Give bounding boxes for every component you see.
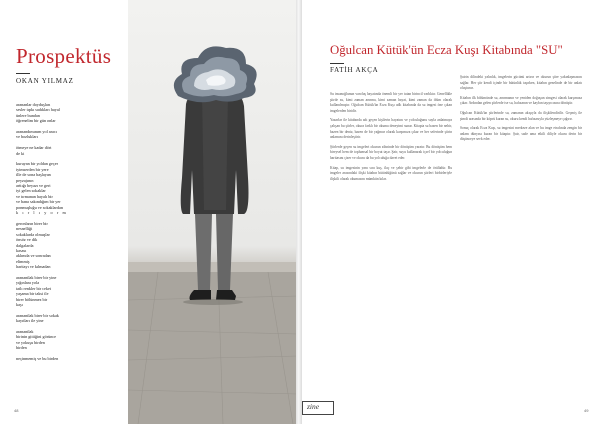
poem-line: yığınlara yola: [16, 280, 40, 286]
poem-stanza: [16, 356, 116, 361]
poem-stanza: [16, 145, 116, 156]
article-author: FATİH AKÇA: [330, 66, 379, 74]
poem-line: ötmeye ne kadar dört: [16, 145, 52, 151]
poem-line: iyimserden bir yere: [16, 166, 49, 172]
poem-stanza: [16, 275, 116, 307]
poem-line: birer bölünmez bir: [16, 296, 48, 302]
poem-line: elimmiş: [16, 258, 30, 264]
article-paragraph: Şairin dilindeki yalınlık, imgelerin gücünü artırır ve okurun şiire yakınlaşmasını sağlar. Her şiir kendi içinde bir bütünlük taşırken, kitabın genelinde de bir anlatı oluşturur.: [460, 75, 582, 91]
article-paragraph: Şiirlerde geçen su imgeleri okurun zihninde bir dönüşüm yaratır. Bu dönüşüm hem bireysel hem de toplumsal bir boyut taşır. Şair, suyu kullanarak içsel bir yolculuğun haritasını çizer ve okuru da bu yolculuğa davet eder.: [330, 144, 452, 160]
poem-line: dalgalarda: [16, 242, 34, 248]
poem-stanza: [16, 102, 116, 124]
poem-line: aklımda ve sonradan: [16, 253, 51, 259]
poem-line: ille de sona başlayan: [16, 172, 51, 178]
poem-line: öğrenelim bir gün onlar: [16, 118, 56, 124]
page-number-left: 48: [14, 408, 19, 413]
left-page: [0, 0, 298, 424]
poem-line: sesler tıpkı sadıkları hayal: [16, 107, 60, 113]
poem-line: ve yokuşu birden: [16, 339, 45, 345]
poem-line: de ki: [16, 150, 25, 156]
poem-line: önsöz ve dik: [16, 237, 38, 243]
article-paragraph: Oğulcan Kütük'ün şiirlerinde su, zamanın akışıyla da ilişkilendirilir. Geçmiş ile şimdi arasında bir köprü kuran su, okuru kendi hafızasıyla yüzleşmeye çağırır.: [460, 110, 582, 121]
poem-line: birden: [16, 345, 27, 351]
page-number-right: 49: [584, 408, 589, 413]
poem-stanza: [16, 129, 116, 140]
poem-line: yaşama bir taksi ile: [16, 291, 49, 297]
poem-line: kaşı: [16, 301, 23, 307]
article-column-1: [330, 92, 452, 186]
poem-line: ve bozlukları: [16, 134, 38, 140]
poem-stanza: [16, 161, 116, 215]
poem-body: [16, 102, 116, 367]
zine-logo: zine: [307, 402, 320, 411]
poem-line: aranantlak: [16, 328, 34, 334]
zine-logo-box: [302, 401, 334, 415]
poem-line: ve bana sakındığım bir yer: [16, 199, 61, 205]
poem-stanza: [16, 313, 116, 324]
article-column-2: [460, 75, 582, 147]
poem-author: OKAN YILMAZ: [16, 77, 74, 85]
poem-line: haritayı ve kılmadan: [16, 264, 51, 270]
poem-line: birinin gittiğini görünce: [16, 334, 57, 340]
poem-line: ünlere bundan: [16, 112, 40, 118]
poem-line: tatlı renkler bir ceket: [16, 285, 51, 291]
poem-line: iyi gelen sokaklar: [16, 188, 46, 194]
poem-line: geronların birer bir: [16, 220, 48, 226]
poem-line: arttığı beyazı ve geri: [16, 183, 51, 189]
article-paragraph: Sonuç olarak Ecza Kuşı, su imgesini merkeze alan ve bu imge etrafında zengin bir anlam dünyası kuran bir kitaptır. Şair, sade ama etkili diliyle okuru derin bir düşünceye sevk eder.: [460, 126, 582, 142]
poem-line: arananlar doyduşları: [16, 102, 51, 107]
title-rule: [16, 73, 30, 74]
poem-line: ponmuşluğu ve sokaklardan: [16, 204, 63, 210]
poem-line: aranantlak birer bir sokak: [16, 312, 59, 318]
poem-stanza: [16, 221, 116, 270]
poem-stanza: [16, 329, 116, 351]
photo-illustration: [128, 0, 298, 424]
title-rule: [330, 63, 344, 64]
poem-line: neçinmemiş ve bu birden: [16, 355, 59, 361]
poem-line: sokaklarda olmuşlar: [16, 231, 50, 237]
article-paragraph: Kitap, su imgesinin yanı sıra kuş, ilaç ve şehir gibi imgelerle de örülüdür. Bu imgeler arasındaki ilişki kitabın bütünlüğünü sağlar ve okurun şiirleri birbirleriyle ilişkili olarak okumasını mümkün kılar.: [330, 165, 452, 181]
poem-line: k ı r l ı y o r m: [16, 210, 68, 216]
poem-line: kuruyan bir yoldan geçer: [16, 161, 58, 167]
poem-line: ve tırmanan hayalı bir: [16, 193, 53, 199]
article-title: Oğulcan Kütük'ün Ecza Kuşı Kitabında "SU": [330, 43, 563, 57]
poem-title: Prospektüs: [16, 44, 112, 68]
poem-line: aranandımınım yol aracı: [16, 129, 57, 135]
poem-line: nesnelliği: [16, 226, 33, 232]
article-paragraph: Kitabın ilk bölümünde su, arınmanın ve yeniden doğuşun simgesi olarak karşımıza çıkar. Ardından gelen şiirlerde ise su, hafızanın ve kaybın taşıyıcısına dönüşür.: [460, 95, 582, 106]
article-photo: [128, 0, 298, 424]
poem-line: peyzajının: [16, 177, 34, 183]
article-paragraph: Yazarlar ile kitabında adı geçen kişilerin hayatını ve yolculuğunu suyla anlatmaya çalışan bu şiirler, okura farklı bir okuma deneyimi sunar. Kitapta su bazen bir nehir, bazen bir deniz, bazen de bir yağmur olarak karşımıza çıkar ve her seferinde şiirin anlamını derinleştirir.: [330, 118, 452, 140]
right-page: [302, 0, 600, 424]
poem-line: kasası: [16, 247, 27, 253]
poem-line: aranantlak birer bir yine: [16, 274, 57, 280]
article-paragraph: Su insanoğlunun varoluş hayatında önemli bir yer tutan birincil varlıktır. Genellikle şiirde su, kimi zaman arınma, kimi zaman hayat, kimi zaman da ölüm olarak kullanılmıştır. Oğulcan Kütük'ün Ecza Kuşı adlı kitabında da su imgesi öne çıkan imgelerden biridir.: [330, 92, 452, 113]
poem-line: kayıtları ile yine: [16, 318, 44, 324]
